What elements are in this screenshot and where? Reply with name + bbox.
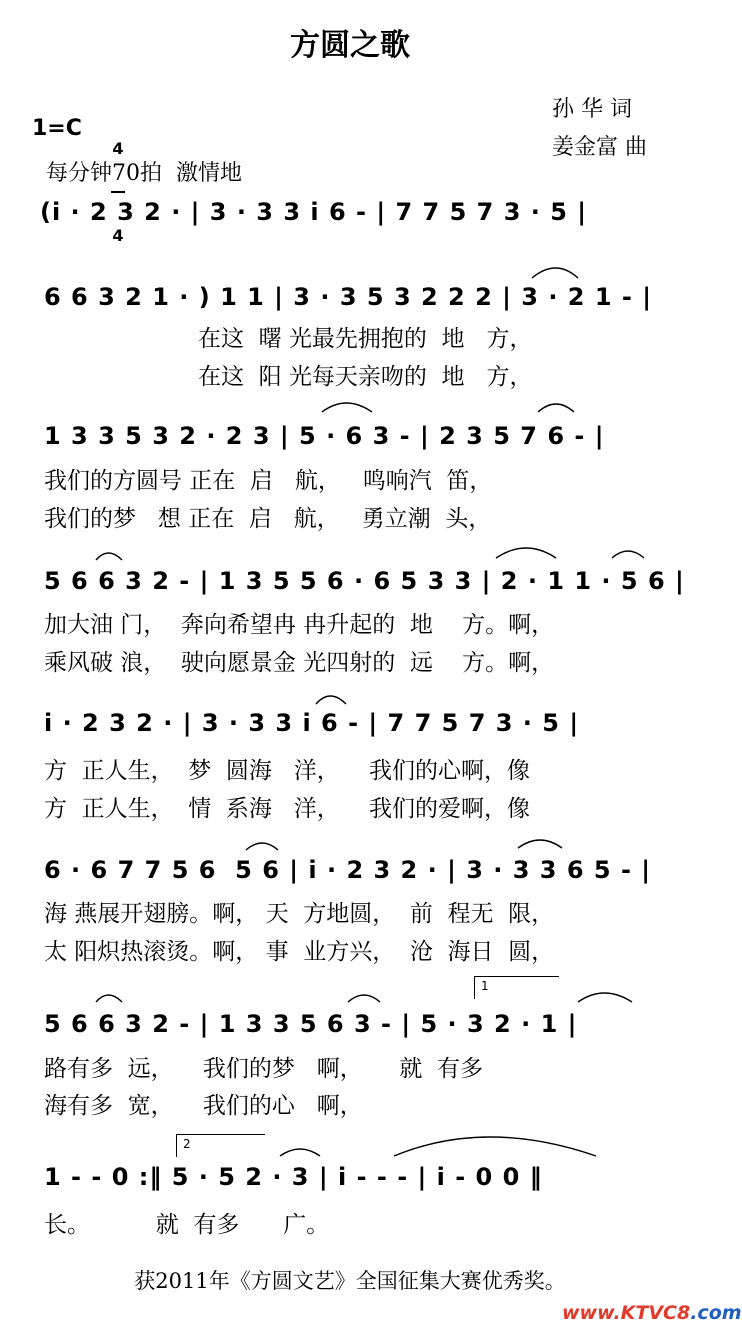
lyric-row-3-verse-2: 我们的梦 想 正在 启 航， 勇立潮 头， — [44, 506, 492, 532]
notation-row-6: 6 · 6 7 7 5 6 5 6 | i · 2 3 2 · | 3 · 3 3 6 5 - | — [44, 856, 652, 884]
lyric-row-6-verse-1: 海 燕展开翅膀。啊， 天 方地圆， 前 程无 限， — [44, 901, 555, 927]
lyric-row-4-verse-2: 乘风破 浪， 驶向愿景金 光四射的 远 方。啊， — [44, 650, 555, 676]
slur-arc — [96, 553, 122, 560]
lyric-row-4-verse-1: 加大油 门， 奔向希望冉 冉升起的 地 方。啊， — [44, 612, 555, 638]
notation-row-4: 5 6 6 3 2 - | 1 3 5 5 6 · 6 5 3 3 | 2 · 1 1 · 5 6 | — [44, 567, 685, 595]
slur-arc — [322, 403, 372, 412]
notation-row-3: 1 3 3 5 3 2 · 2 3 | 5 · 6 3 - | 2 3 5 7 6 - | — [44, 422, 605, 450]
slur-arc — [96, 995, 122, 1002]
key-signature: 1=C — [32, 116, 82, 141]
tempo-marking: 每分钟70拍 激情地 — [46, 161, 242, 186]
lyric-row-2-verse-1: 在这 曙 光最先拥抱的 地 方， — [198, 326, 533, 352]
lyric-row-6-verse-2: 太 阳炽热滚烫。啊， 事 业方兴， 沧 海日 圆， — [44, 939, 555, 965]
watermark — [562, 1302, 742, 1324]
notation-row-7: 5 6 6 3 2 - | 1 3 3 5 6 3 - | 5 · 3 2 · 1 | — [44, 1010, 578, 1038]
slur-arc — [496, 548, 556, 558]
volta-label-2: 2 — [183, 1137, 191, 1151]
notation-row-1: (i · 2 3 2 · | 3 · 3 3 i 6 - | 7 7 5 7 3 · 5 | — [40, 198, 588, 226]
lyric-row-7-verse-2: 海有多 宽， 我们的心 啊， — [44, 1093, 363, 1119]
time-signature-bottom: 4 — [112, 226, 124, 245]
volta-label-1: 1 — [481, 979, 489, 993]
slur-arc — [612, 551, 644, 558]
slur-arc — [518, 840, 562, 848]
slur-arc — [394, 1137, 596, 1156]
notation-row-2: 6 6 3 2 1 · ) 1 1 | 3 · 3 5 3 2 2 2 | 3 · 2 1 - | — [44, 283, 652, 311]
slur-arc — [578, 993, 632, 1002]
lyricist-credit: 孙 华 词 — [552, 97, 632, 122]
watermark-domain: .com — [690, 1302, 742, 1324]
slur-arc — [538, 404, 574, 412]
slur-arc — [532, 268, 578, 278]
lyric-row-2-verse-2: 在这 阳 光每天亲吻的 地 方， — [198, 364, 533, 390]
slur-arc — [316, 696, 346, 704]
lyric-row-8-verse-1: 长。 就 有多 广。 — [44, 1212, 330, 1238]
song-title: 方圆之歌 — [290, 28, 410, 63]
notation-row-8: 1 - - 0 :‖ 5 · 5 2 · 3 | i - - - | i - 0 0 ‖ — [44, 1163, 543, 1191]
lyric-row-3-verse-1: 我们的方圆号 正在 启 航， 鸣响汽 笛， — [44, 468, 493, 494]
time-signature-top: 4 — [112, 139, 124, 158]
slur-arc — [246, 843, 278, 850]
slur-arc — [280, 1149, 320, 1156]
slur-arc — [348, 995, 380, 1002]
watermark-main: www.KTVC8 — [562, 1302, 691, 1324]
composer-credit: 姜金富 曲 — [552, 135, 647, 160]
lyric-row-5-verse-2: 方 正人生， 情 系海 洋， 我们的爱啊，像 — [44, 796, 531, 822]
lyric-row-5-verse-1: 方 正人生， 梦 圆海 洋， 我们的心啊，像 — [44, 758, 531, 784]
award-note: 获2011年《方圆文艺》全国征集大赛优秀奖。 — [134, 1269, 566, 1293]
lyric-row-7-verse-1: 路有多 远， 我们的梦 啊， 就 有多 — [44, 1056, 483, 1082]
notation-row-5: i · 2 3 2 · | 3 · 3 3 i 6 - | 7 7 5 7 3 · 5 | — [44, 709, 580, 737]
